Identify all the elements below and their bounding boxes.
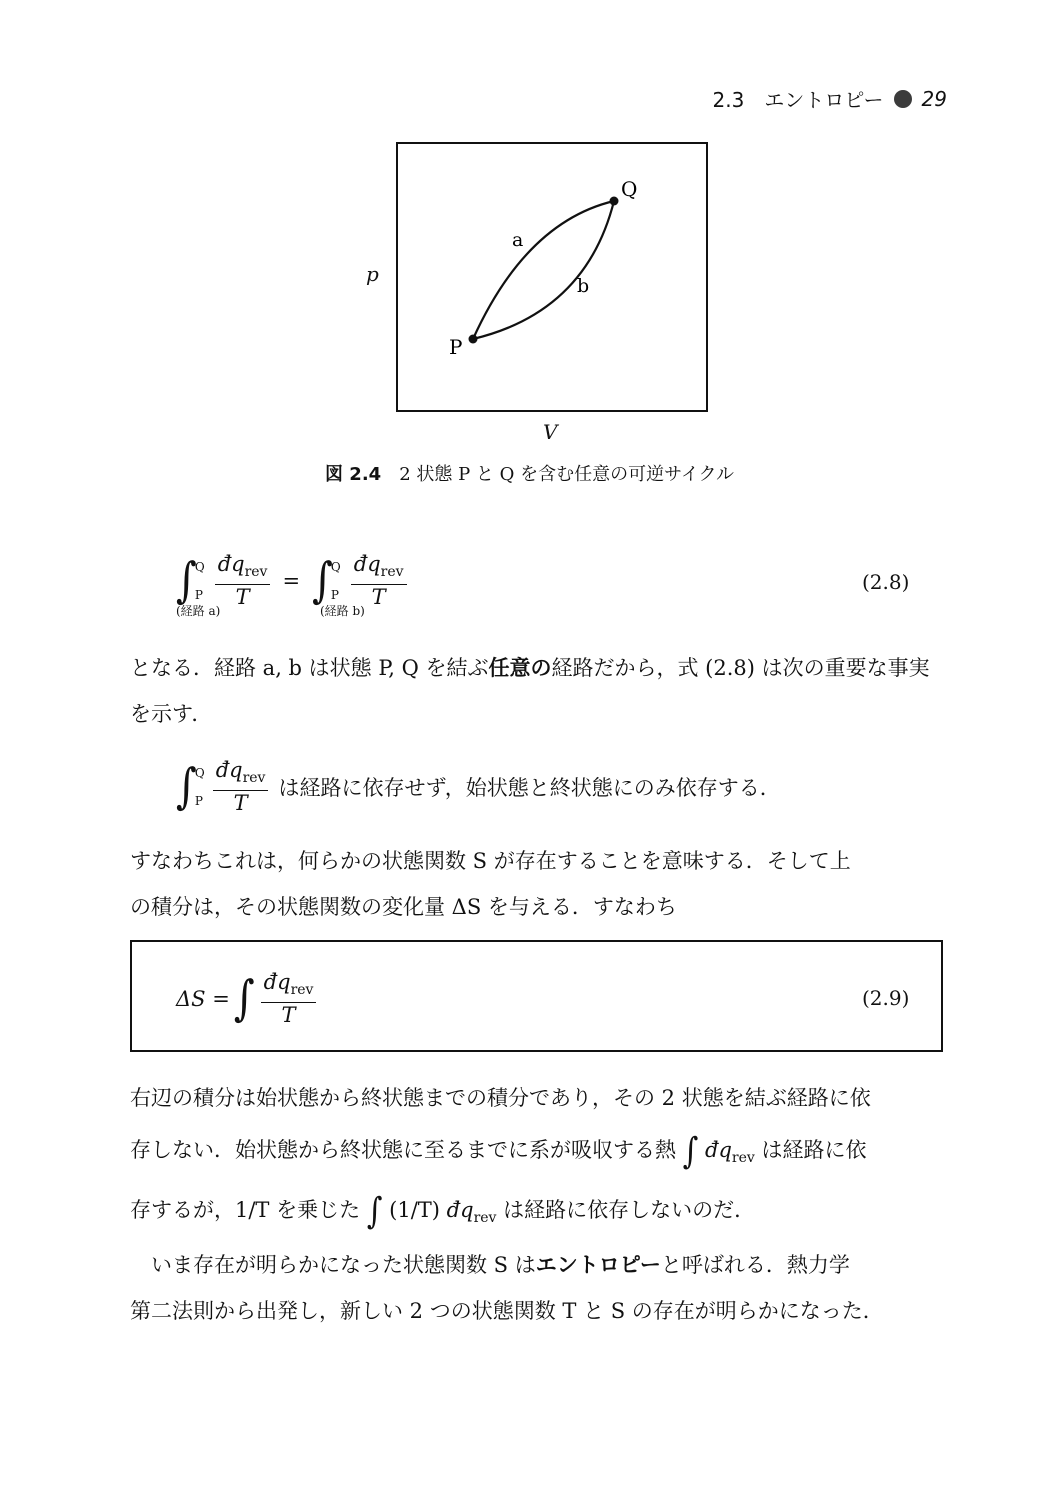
para3-line3a: 存するが，1/T を乗じた — [130, 1198, 361, 1223]
numerator-4: đq — [263, 970, 291, 994]
label-p: P — [449, 335, 463, 359]
caption-text: 2 状態 P と Q を含む任意の可逆サイクル — [399, 464, 734, 485]
equation-2-8 — [176, 552, 407, 609]
path-b-note: (経路 b) — [320, 604, 365, 618]
inverse-t: (1/T) — [389, 1198, 440, 1223]
statement — [176, 758, 781, 815]
para4-line1 — [130, 1242, 945, 1288]
para1-bold: 任意の — [488, 656, 552, 680]
para3-line2a: 存しない．始状態から終状態に至るまでに系が吸収する熱 — [130, 1138, 676, 1162]
numerator-2: đq — [353, 552, 381, 576]
subscript-4: rev — [290, 982, 314, 999]
running-header — [713, 84, 947, 113]
para4-bold: エントロピー — [535, 1253, 661, 1277]
para3-line3c: は経路に依存しないのだ． — [503, 1198, 756, 1223]
heat-dq-sub: rev — [731, 1150, 755, 1167]
integral-sign: ∫ — [176, 552, 197, 609]
subscript-3: rev — [242, 770, 266, 787]
integral-sign-5: ∫ — [682, 1129, 699, 1172]
para3-line1: 右辺の積分は始状態から終状態までの積分であり，その 2 状態を結ぶ経路に依 — [130, 1086, 871, 1110]
eq29-lhs: ΔS = — [176, 986, 230, 1011]
y-axis-label: p — [366, 262, 379, 286]
integral-sign-2: ∫ — [312, 552, 333, 609]
heat-dq-sub-2: rev — [473, 1210, 497, 1227]
denominator-4: T — [281, 1003, 296, 1028]
para2-line2: の積分は，その状態関数の変化量 ΔS を与える．すなわち — [130, 895, 677, 919]
heat-dq: đq — [705, 1138, 732, 1162]
equals-sign: = — [282, 568, 301, 593]
upper-limit-2: Q — [330, 559, 341, 574]
path-b-curve — [473, 201, 614, 339]
subscript: rev — [244, 564, 268, 581]
label-q: Q — [621, 177, 638, 201]
pv-diagram — [396, 142, 708, 412]
denominator: T — [235, 585, 250, 610]
paragraph-4 — [130, 1242, 945, 1334]
integrand-fraction-3 — [213, 758, 269, 815]
section-title: 2.3 エントロピー — [712, 88, 884, 112]
subscript-2: rev — [380, 564, 404, 581]
lower-limit-3: P — [194, 793, 203, 808]
para3-line2 — [130, 1124, 945, 1184]
para1-text-b: 経路だから，式 (2.8) は次の重要な事実を示す． — [130, 656, 930, 726]
integral-sign-3: ∫ — [176, 758, 197, 815]
path-a-curve — [473, 201, 614, 339]
upper-limit-3: Q — [194, 765, 205, 780]
para1-text-a: となる．経路 a, b は状態 P, Q を結ぶ — [130, 656, 489, 680]
denominator-3: T — [233, 791, 248, 816]
lower-limit-2: P — [330, 587, 339, 602]
para2-line1: すなわちこれは，何らかの状態関数 S が存在することを意味する．そして上 — [130, 849, 851, 873]
numerator-3: đq — [215, 758, 243, 782]
denominator-2: T — [371, 585, 386, 610]
lower-limit: P — [194, 587, 203, 602]
paragraph-1 — [130, 645, 945, 737]
x-axis-label: V — [543, 420, 558, 444]
paragraph-3 — [130, 1072, 945, 1244]
equation-number-2-9: (2.9) — [862, 986, 910, 1010]
point-p-marker — [469, 335, 478, 344]
figure-caption — [0, 460, 1059, 486]
page-number: 29 — [921, 86, 947, 111]
integral-sign-4: ∫ — [233, 970, 255, 1027]
paragraph-2 — [130, 838, 945, 930]
statement-text: は経路に依存せず，始状態と終状態にのみ依存する． — [278, 775, 781, 800]
integrand-fraction-4 — [261, 970, 317, 1027]
label-b: b — [577, 275, 590, 297]
heat-dq-2: đq — [446, 1198, 474, 1223]
para3-line3 — [130, 1184, 945, 1244]
para4-line1a: いま存在が明らかになった状態関数 S は — [151, 1253, 536, 1277]
equation-2-9 — [176, 970, 316, 1027]
label-a: a — [512, 229, 524, 251]
integrand-fraction-2 — [351, 552, 407, 609]
point-q-marker — [610, 197, 619, 206]
equation-number-2-8: (2.8) — [862, 570, 910, 594]
para3-line2b: は経路に依 — [761, 1138, 867, 1162]
para4-line2: 第二法則から出発し，新しい 2 つの状態関数 T と S の存在が明らかになった． — [130, 1299, 884, 1323]
path-a-note: (経路 a) — [176, 604, 221, 618]
integral-sign-6: ∫ — [366, 1190, 383, 1233]
bullet-dot-icon — [894, 90, 912, 108]
numerator: đq — [217, 552, 245, 576]
para4-line1b: と呼ばれる．熱力学 — [660, 1253, 850, 1277]
upper-limit: Q — [194, 559, 205, 574]
caption-label: 図 2.4 — [325, 464, 382, 485]
integrand-fraction — [215, 552, 271, 609]
equation-2-9-box — [130, 940, 943, 1052]
diagram-frame — [397, 143, 707, 411]
